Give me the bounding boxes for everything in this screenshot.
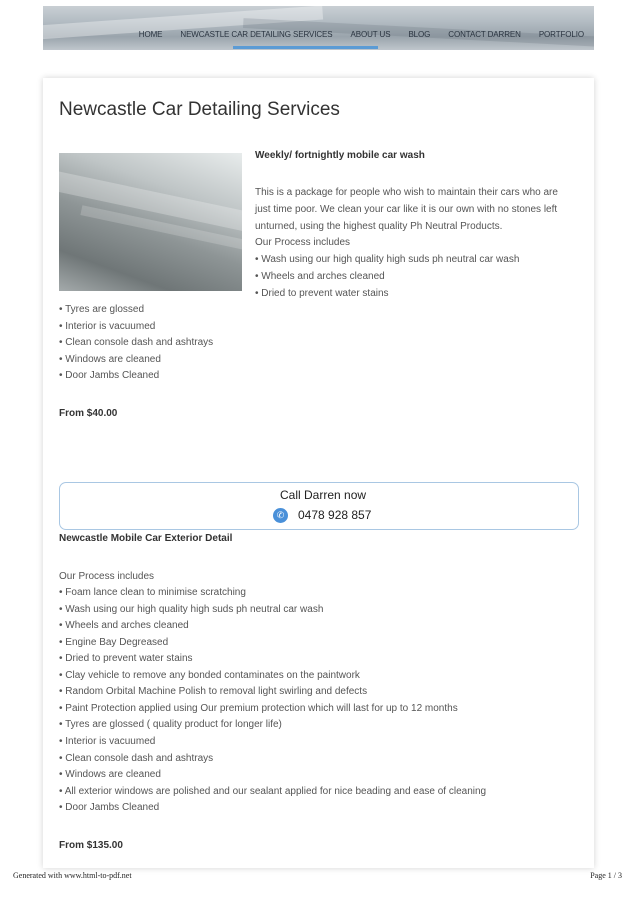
footer-generated-with: Generated with www.html-to-pdf.net	[13, 871, 132, 880]
nav-item-contact[interactable]: CONTACT DARREN	[448, 30, 521, 39]
list-item: • Door Jambs Cleaned	[59, 802, 160, 813]
list-item: • Tyres are glossed ( quality product for longer life)	[59, 719, 282, 730]
list-item: • Foam lance clean to minimise scratching	[59, 587, 246, 598]
nav-item-about[interactable]: ABOUT US	[350, 30, 391, 39]
package1-desc-line: unturned, using the highest quality Ph Neutral Products.	[255, 221, 503, 232]
nav-item-blog[interactable]: BLOG	[408, 30, 431, 39]
list-item: • Windows are cleaned	[59, 354, 161, 365]
list-item: • Wheels and arches cleaned	[59, 620, 189, 631]
list-item: • Interior is vacuumed	[59, 321, 156, 332]
call-title: Call Darren now	[280, 488, 367, 502]
main-nav	[43, 30, 594, 39]
list-item: • Door Jambs Cleaned	[59, 370, 160, 381]
list-item: • Interior is vacuumed	[59, 736, 156, 747]
nav-item-home[interactable]: HOME	[138, 30, 163, 39]
list-item: • Windows are cleaned	[59, 769, 161, 780]
list-item: • Engine Bay Degreased	[59, 637, 169, 648]
nav-item-portfolio[interactable]: PORTFOLIO	[538, 30, 584, 39]
list-item: • Wheels and arches cleaned	[255, 271, 385, 282]
list-item: • Paint Protection applied using Our premium protection which will last for up to 12 months	[59, 703, 458, 714]
list-item: • Random Orbital Machine Polish to removal light swirling and defects	[59, 686, 368, 697]
package1-process-label: Our Process includes	[255, 237, 351, 248]
page-title: Newcastle Car Detailing Services	[59, 99, 340, 120]
list-item: • Dried to prevent water stains	[255, 288, 389, 299]
phone-number-link[interactable]: 0478 928 857	[298, 508, 372, 522]
list-item: • Dried to prevent water stains	[59, 653, 193, 664]
list-item: • Clay vehicle to remove any bonded contaminates on the paintwork	[59, 670, 360, 681]
package2-price: From $135.00	[59, 840, 123, 851]
package2-heading: Newcastle Mobile Car Exterior Detail	[59, 533, 233, 544]
footer-page-number: Page 1 / 3	[590, 871, 622, 880]
nav-item-services[interactable]: NEWCASTLE CAR DETAILING SERVICES	[180, 30, 333, 39]
active-nav-indicator	[233, 46, 378, 49]
list-item: • Clean console dash and ashtrays	[59, 337, 214, 348]
package2-process-label: Our Process includes	[59, 571, 155, 582]
list-item: • Tyres are glossed	[59, 304, 145, 315]
phone-icon: ✆	[273, 508, 288, 523]
package1-desc-line: just time poor. We clean your car like it is our own with no stones left	[255, 204, 558, 215]
car-photo	[59, 153, 242, 291]
package1-heading: Weekly/ fortnightly mobile car wash	[255, 150, 425, 161]
list-item: • Wash using our high quality high suds ph neutral car wash	[59, 604, 324, 615]
header-banner	[43, 6, 594, 50]
package1-price: From $40.00	[59, 408, 118, 419]
list-item: • Wash using our high quality high suds ph neutral car wash	[255, 254, 520, 265]
list-item: • Clean console dash and ashtrays	[59, 753, 214, 764]
package1-desc-line: This is a package for people who wish to maintain their cars who are	[255, 187, 558, 198]
list-item: • All exterior windows are polished and our sealant applied for nice beading and ease of cleaning	[59, 786, 487, 797]
